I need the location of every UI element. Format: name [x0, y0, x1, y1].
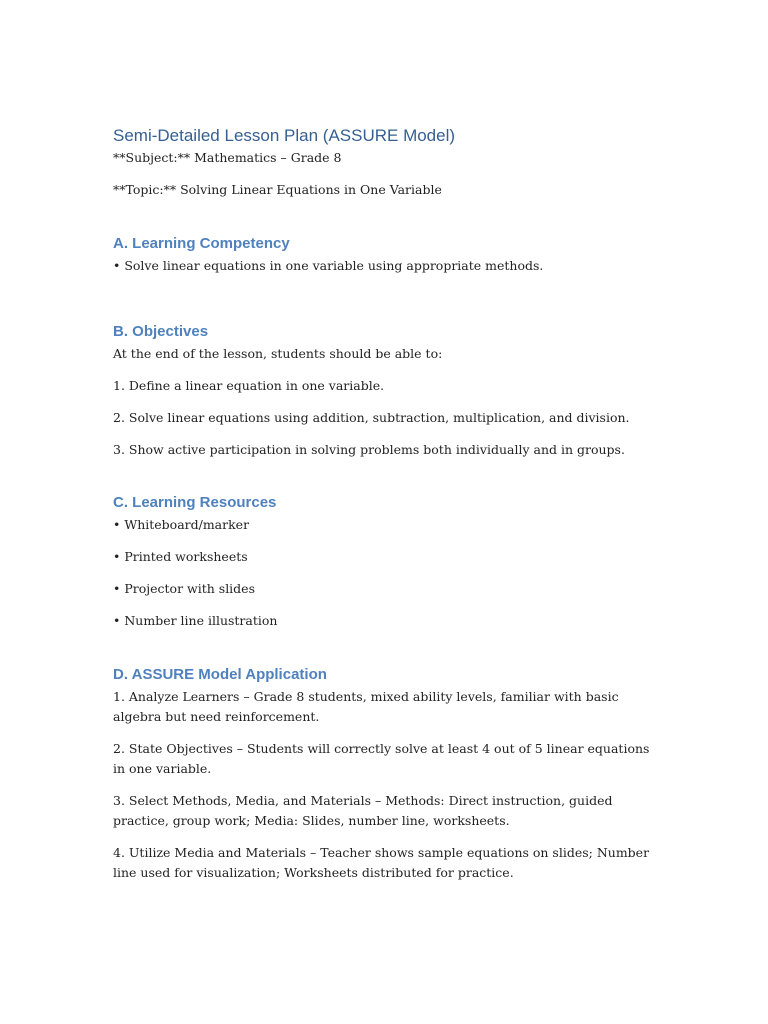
competency-item: • Solve linear equations in one variable using appropriate methods.: [113, 258, 544, 273]
resource-item: • Whiteboard/marker: [113, 517, 250, 532]
section-heading-resources: C. Learning Resources: [113, 494, 277, 511]
objectives-intro: At the end of the lesson, students should be able to:: [113, 346, 443, 361]
assure-item: 4. Utilize Media and Materials – Teacher shows sample equations on slides; Number line used for visualization; Worksheets distributed for practice.: [113, 845, 650, 880]
subject-line: **Subject:** Mathematics – Grade 8: [113, 150, 342, 165]
section-heading-objectives: B. Objectives: [113, 323, 209, 340]
objective-item: 1. Define a linear equation in one variable.: [113, 378, 385, 393]
assure-item: 2. State Objectives – Students will correctly solve at least 4 out of 5 linear equations in one variable.: [113, 741, 650, 776]
resource-item: • Printed worksheets: [113, 549, 248, 564]
objective-item: 3. Show active participation in solving problems both individually and in groups.: [113, 442, 625, 457]
resource-item: • Number line illustration: [113, 613, 278, 628]
objective-item: 2. Solve linear equations using addition, subtraction, multiplication, and division.: [113, 410, 630, 425]
assure-item: 3. Select Methods, Media, and Materials – Methods: Direct instruction, guided practice, group work; Media: Slides, number line, worksheets.: [113, 793, 613, 828]
section-heading-competency: A. Learning Competency: [113, 235, 290, 252]
resource-item: • Projector with slides: [113, 581, 255, 596]
topic-line: **Topic:** Solving Linear Equations in One Variable: [113, 182, 442, 197]
document-body: [113, 124, 658, 883]
assure-item: 1. Analyze Learners – Grade 8 students, mixed ability levels, familiar with basic algebra but need reinforcement.: [113, 689, 619, 724]
page-title: Semi-Detailed Lesson Plan (ASSURE Model): [113, 126, 456, 145]
section-heading-assure: D. ASSURE Model Application: [113, 666, 327, 683]
